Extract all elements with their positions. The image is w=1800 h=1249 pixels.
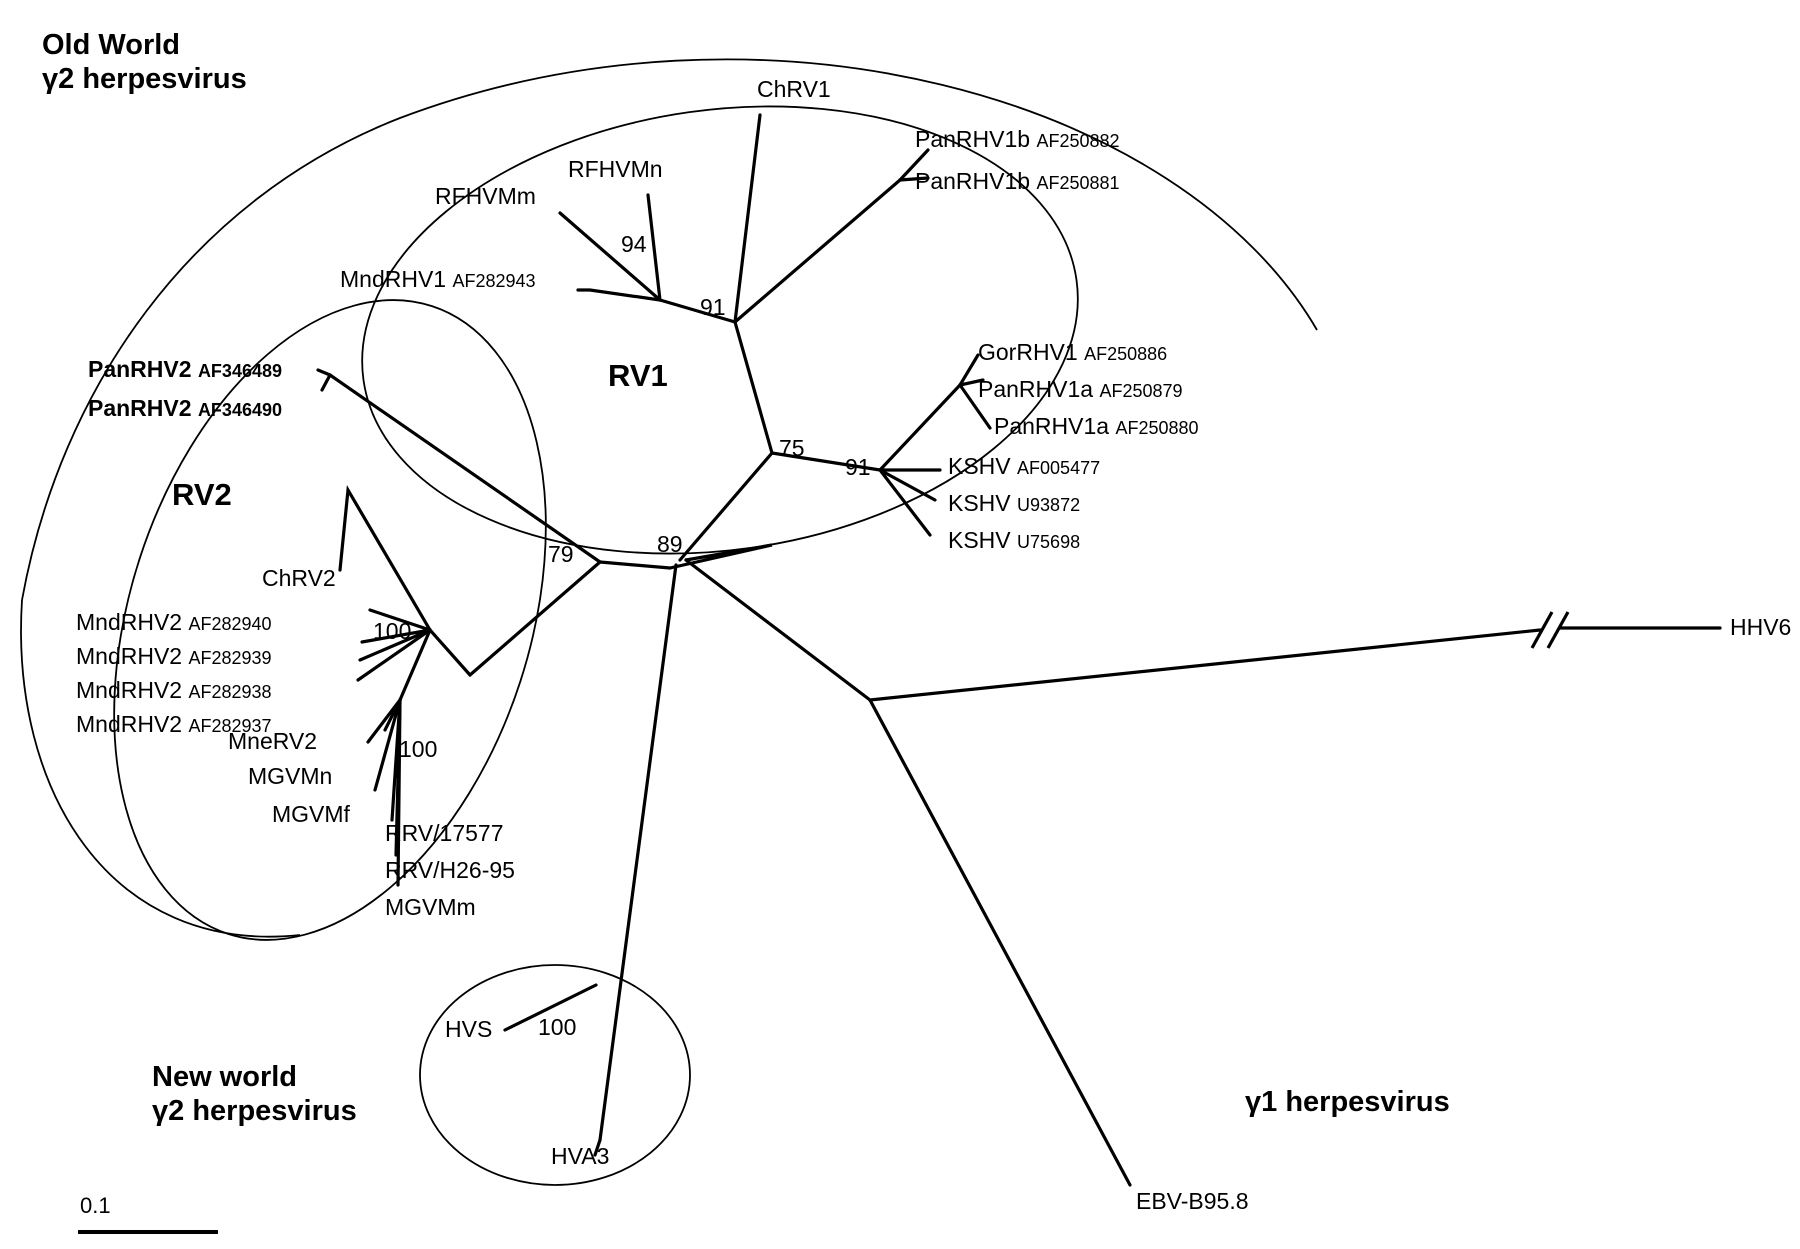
taxon-mgvmf-name: MGVMf — [272, 801, 350, 827]
group-label-gamma1: γ1 herpesvirus — [1245, 1086, 1450, 1118]
bootstrap-91-rv1: 91 — [700, 294, 726, 320]
taxon-kshv-u93872 — [948, 492, 1080, 515]
taxon-mgvmm — [385, 896, 476, 919]
taxon-rrv-h26-95 — [385, 859, 515, 882]
taxon-mgvmn-name: MGVMn — [248, 763, 333, 789]
taxon-mgvmn — [248, 765, 332, 788]
taxon-kshv-af005477 — [948, 455, 1100, 478]
taxon-rfhvmm — [435, 185, 536, 208]
taxon-hva3-name: HVA3 — [551, 1143, 610, 1169]
taxon-mndrhv2-937-name: MndRHV2 — [76, 711, 183, 737]
taxon-rrv-17577 — [385, 822, 504, 845]
bootstrap-100-mgv: 100 — [399, 736, 438, 762]
taxon-mnerv2 — [228, 730, 317, 753]
taxon-chrv1 — [757, 78, 831, 101]
bootstrap-100-hvs: 100 — [538, 1014, 577, 1040]
taxon-mndrhv2-939-accession: AF282939 — [188, 648, 272, 668]
taxon-hvs-name: HVS — [445, 1016, 493, 1042]
taxon-gorrhv1-accession: AF250886 — [1084, 344, 1168, 364]
taxon-kshv-u93872-name: KSHV — [948, 490, 1011, 516]
taxon-rfhvmn — [568, 158, 663, 181]
taxon-panrhv1b-881-name: PanRHV1b — [915, 168, 1031, 194]
taxon-chrv1-name: ChRV1 — [757, 76, 831, 102]
taxon-kshv-af005477-accession: AF005477 — [1017, 458, 1101, 478]
taxon-mndrhv2-939 — [76, 645, 272, 668]
taxon-rrv-h26-95-name: RRV/H26-95 — [385, 857, 515, 883]
taxon-ebv-b95-8 — [1136, 1190, 1249, 1213]
taxon-mndrhv2-938-accession: AF282938 — [188, 682, 272, 702]
taxon-hhv6 — [1730, 616, 1791, 639]
taxon-rfhvmn-name: RFHVMn — [568, 156, 663, 182]
taxon-kshv-af005477-name: KSHV — [948, 453, 1011, 479]
taxon-kshv-u93872-accession: U93872 — [1017, 495, 1081, 515]
taxon-panrhv2-346490 — [88, 397, 282, 420]
taxon-panrhv1a-880-name: PanRHV1a — [994, 413, 1110, 439]
taxon-mndrhv2-939-name: MndRHV2 — [76, 643, 183, 669]
taxon-mndrhv2-940-name: MndRHV2 — [76, 609, 183, 635]
taxon-gorrhv1-name: GorRHV1 — [978, 339, 1078, 365]
taxon-chrv2 — [262, 567, 336, 590]
taxon-panrhv1b-881 — [915, 170, 1120, 193]
taxon-kshv-u75698-accession: U75698 — [1017, 532, 1081, 552]
group-label-old-world-line2: γ2 herpesvirus — [42, 63, 247, 96]
scale-bar-label: 0.1 — [80, 1193, 111, 1218]
taxon-panrhv2-346489-name: PanRHV2 — [88, 356, 192, 382]
taxon-panrhv2-346489 — [88, 358, 282, 381]
taxon-panrhv1a-880-accession: AF250880 — [1115, 418, 1199, 438]
group-label-old-world-line1: Old World — [42, 29, 181, 61]
taxon-mndrhv2-940 — [76, 611, 272, 634]
group-label-old-world — [42, 28, 247, 96]
taxon-mnerv2-name: MneRV2 — [228, 728, 318, 754]
taxon-mndrhv2-938-name: MndRHV2 — [76, 677, 183, 703]
bootstrap-89: 89 — [657, 531, 683, 557]
taxon-mndrhv2-937-accession: AF282937 — [188, 716, 272, 736]
taxon-gorrhv1 — [978, 341, 1167, 364]
bootstrap-75: 75 — [779, 435, 805, 461]
taxon-chrv2-name: ChRV2 — [262, 565, 336, 591]
taxon-mgvmm-name: MGVMm — [385, 894, 476, 920]
taxon-mndrhv1-name: MndRHV1 — [340, 266, 447, 292]
taxon-mndrhv2-940-accession: AF282940 — [188, 614, 272, 634]
taxon-mndrhv1-accession: AF282943 — [452, 271, 536, 291]
taxon-kshv-u75698 — [948, 529, 1080, 552]
taxon-hhv6-name: HHV6 — [1730, 614, 1792, 640]
taxon-ebv-name: EBV-B95.8 — [1136, 1188, 1249, 1214]
bootstrap-100-mnd: 100 — [373, 618, 412, 644]
taxon-rrv-17577-name: RRV/17577 — [385, 820, 504, 846]
taxon-mndrhv2-938 — [76, 679, 272, 702]
taxon-panrhv1b-882 — [915, 128, 1120, 151]
clade-label-rv2: RV2 — [172, 477, 232, 512]
group-label-new-world-line1: New world — [152, 1061, 298, 1093]
taxon-panrhv1a-879-name: PanRHV1a — [978, 376, 1094, 402]
taxon-panrhv1b-882-name: PanRHV1b — [915, 126, 1031, 152]
clade-label-rv1: RV1 — [608, 358, 668, 393]
taxon-panrhv2-346490-name: PanRHV2 — [88, 395, 192, 421]
taxon-hva3 — [551, 1145, 609, 1168]
taxon-panrhv1b-881-accession: AF250881 — [1036, 173, 1120, 193]
bootstrap-94: 94 — [621, 231, 647, 257]
taxon-rfhvmm-name: RFHVMm — [435, 183, 536, 209]
taxon-mndrhv1 — [340, 268, 536, 291]
taxon-hvs — [445, 1018, 492, 1041]
taxon-panrhv2-346490-accession: AF346490 — [197, 400, 282, 420]
taxon-mgvmf — [272, 803, 350, 826]
bootstrap-91-kshv: 91 — [845, 454, 871, 480]
group-label-new-world — [152, 1060, 357, 1128]
bootstrap-79: 79 — [548, 541, 574, 567]
taxon-panrhv1a-879-accession: AF250879 — [1099, 381, 1183, 401]
old-world-outline-upper — [22, 59, 1317, 600]
taxon-panrhv2-346489-accession: AF346489 — [197, 361, 282, 381]
taxon-panrhv1a-879 — [978, 378, 1183, 401]
taxon-panrhv1b-882-accession: AF250882 — [1036, 131, 1120, 151]
taxon-kshv-u75698-name: KSHV — [948, 527, 1011, 553]
group-label-new-world-line2: γ2 herpesvirus — [152, 1095, 357, 1128]
taxon-panrhv1a-880 — [994, 415, 1199, 438]
